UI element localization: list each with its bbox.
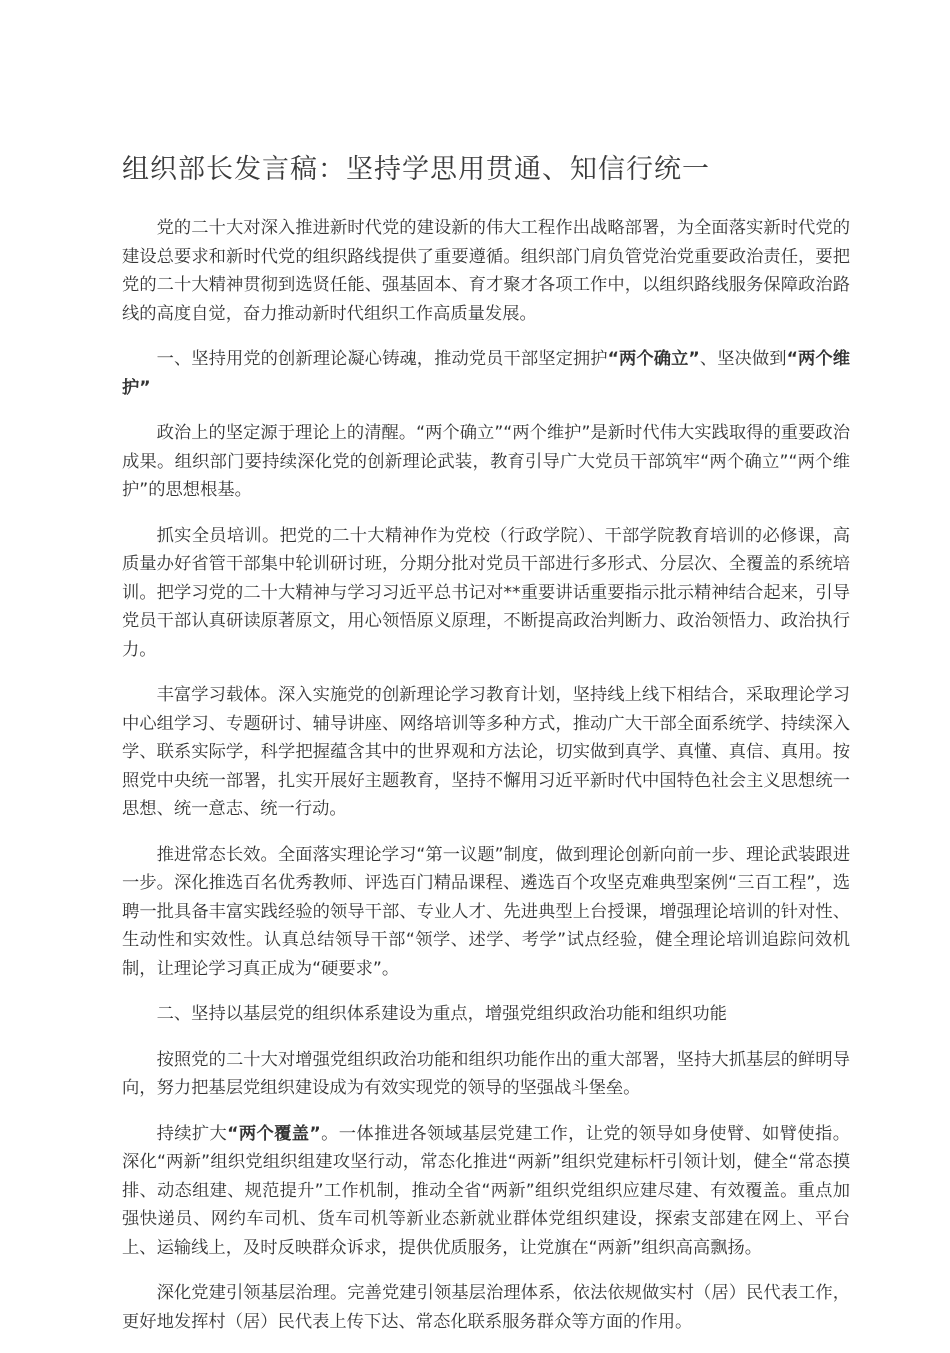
intro-paragraph: 党的二十大对深入推进新时代党的建设新的伟大工程作出战略部署，为全面落实新时代党的建设总要求和新时代党的组织路线提供了重要遵循。组织部门肩负管党治党重要政治责任，要把党的二十大精神贯彻到选贤任能、强基固本、育才聚才各项工作中，以组织路线服务保障政治路线的高度自觉，奋力推动新时代组织工作高质量发展。: [122, 218, 850, 324]
section-1-heading-part-b: “两个确立”: [607, 349, 700, 369]
section-1-paragraph-1: 政治上的坚定源于理论上的清醒。“两个确立”“两个维护”是新时代伟大实践取得的重要政治成果。组织部门要持续深化党的创新理论武装，教育引导广大党员干部筑牢“两个确立”“两个维护”的思想根基。: [122, 423, 850, 500]
document-page: [122, 150, 850, 1353]
section-1-heading: [122, 345, 850, 402]
section-2-paragraph-2-part-b: “两个覆盖”: [227, 1123, 321, 1144]
section-1-paragraph-4: 推进常态长效。全面落实理论学习“第一议题”制度，做到理论创新向前一步、理论武装跟进一步。深化推选百名优秀教师、评选百门精品课程、遴选百个攻坚克难典型案例“三百工程”，选聘一批具备丰富实践经验的领导干部、专业人才、先进典型上台授课，增强理论培训的针对性、生动性和实效性。认真总结领导干部“领学、述学、考学”试点经验，健全理论培训追踪问效机制，让理论学习真正成为“硬要求”。: [122, 844, 850, 979]
section-2-paragraph-3: 深化党建引领基层治理。完善党建引领基层治理体系，依法依规做实村（居）民代表工作，更好地发挥村（居）民代表上传下达、常态化联系服务群众等方面的作用。: [122, 1283, 850, 1332]
section-1-heading-part-d: “两个维护”: [122, 349, 850, 398]
section-2-paragraph-1: 按照党的二十大对增强党组织政治功能和组织功能作出的重大部署，坚持大抓基层的鲜明导向，努力把基层党组织建设成为有效实现党的领导的坚强战斗堡垒。: [122, 1049, 850, 1098]
section-1-paragraph-2: 抓实全员培训。把党的二十大精神作为党校（行政学院）、干部学院教育培训的必修课，高质量办好省管干部集中轮训研讨班，分期分批对党员干部进行多形式、分层次、全覆盖的系统培训。把学习党的二十大精神与学习习近平总书记对**重要讲话重要指示批示精神结合起来，引导党员干部认真研读原著原文，用心领悟原义原理，不断提高政治判断力、政治领悟力、政治执行力。: [122, 525, 850, 660]
section-2-paragraph-2: [122, 1120, 850, 1263]
section-2-paragraph-2-part-a: 持续扩大: [156, 1123, 228, 1144]
section-1-paragraph-3: 丰富学习载体。深入实施党的创新理论学习教育计划，坚持线上线下相结合，采取理论学习中心组学习、专题研讨、辅导讲座、网络培训等多种方式，推动广大干部全面系统学、持续深入学、联系实际学，科学把握蕴含其中的世界观和方法论，切实做到真学、真懂、真信、真用。按照党中央统一部署，扎实开展好主题教育，坚持不懈用习近平新时代中国特色社会主义思想统一思想、统一意志、统一行动。: [122, 685, 850, 819]
section-2-paragraph-2-part-c: 。一体推进各领域基层党建工作，让党的领导如身使臂、如臂使指。深化“两新”组织党组织组建攻坚行动，常态化推进“两新”组织党建标杆引领计划，健全“常态摸排、动态组建、规范提升”工作机制，推动全省“两新”组织党组织应建尽建、有效覆盖。重点加强快递员、网约车司机、货车司机等新业态新就业群体党组织建设，探索支部建在网上、平台上、运输线上，及时反映群众诉求，提供优质服务，让党旗在“两新”组织高高飘扬。: [122, 1123, 850, 1258]
section-1-heading-part-a: 一、坚持用党的创新理论凝心铸魂，推动党员干部坚定拥护: [156, 349, 608, 369]
section-2-heading: 二、坚持以基层党的组织体系建设为重点，增强党组织政治功能和组织功能: [156, 1004, 727, 1024]
section-1-heading-part-c: 、坚决做到: [699, 349, 787, 369]
document-title: 组织部长发言稿：坚持学思用贯通、知信行统一: [122, 154, 710, 185]
